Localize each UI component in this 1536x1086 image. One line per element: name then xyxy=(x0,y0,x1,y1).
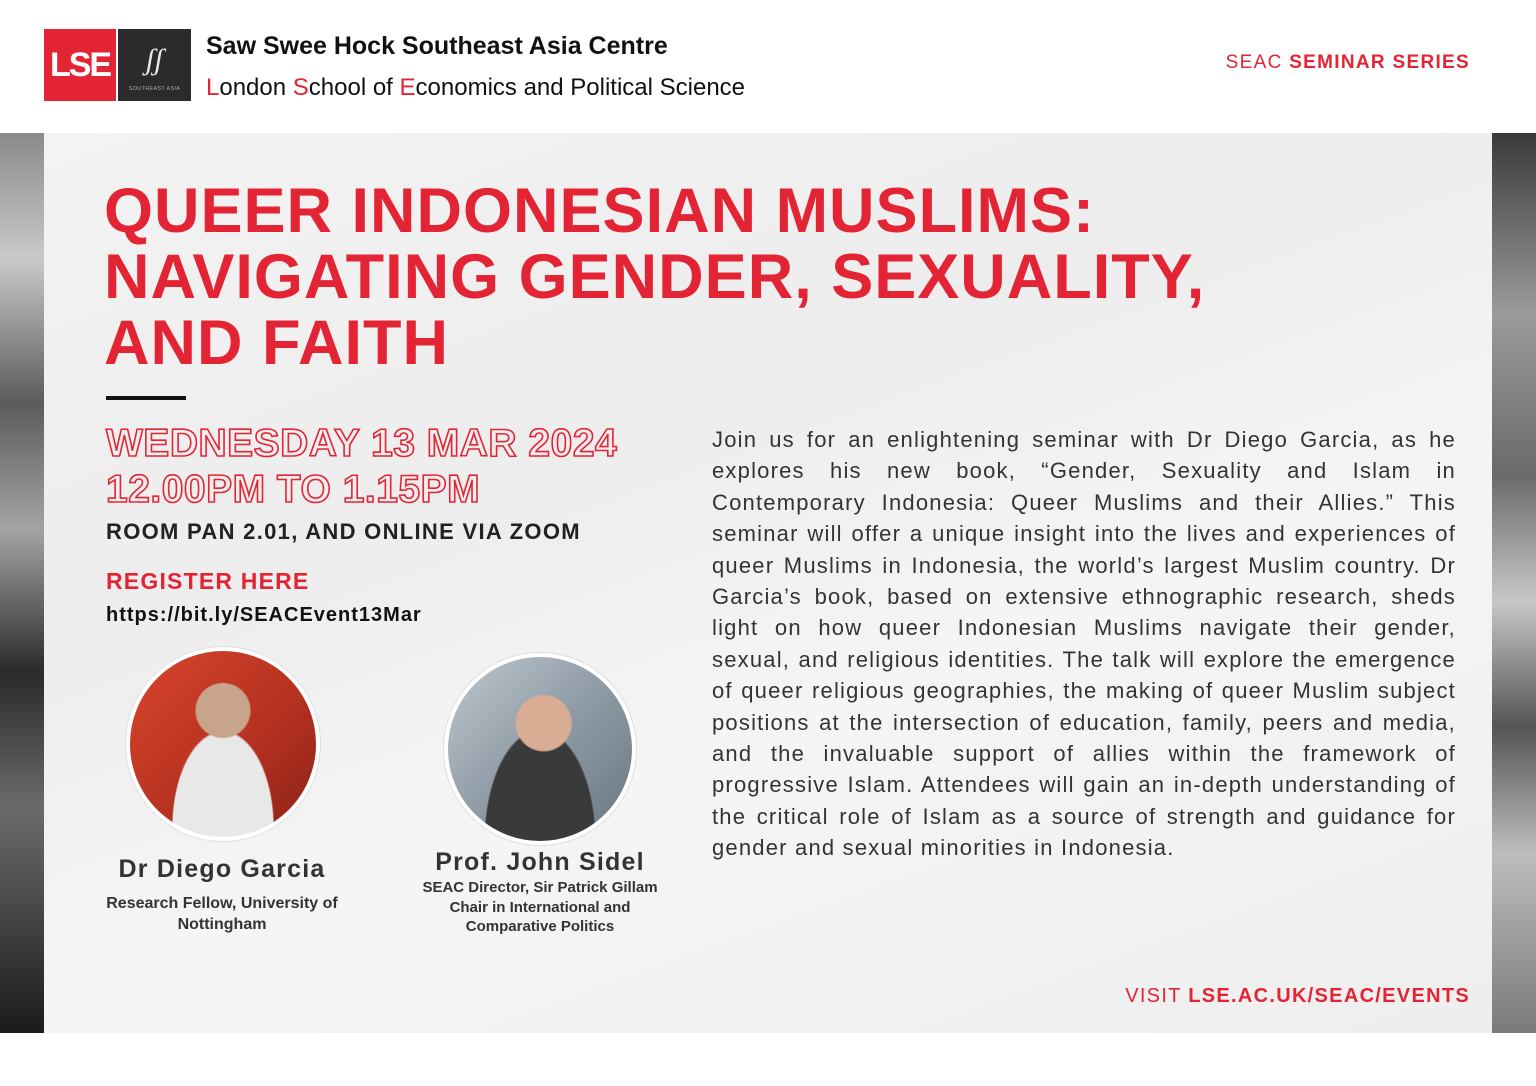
school-name-part: chool of xyxy=(308,74,400,101)
series-prefix: SEAC xyxy=(1225,52,1283,73)
event-description: Join us for an enlightening seminar with Dr Diego Garcia, as he explores his new book, “Gender, Sexuality and Islam in Contemporary Indonesia: Queer Muslims and their Allies.” This seminar will offer a unique insight into the lives and experiences of queer Muslims in Indonesia, the world’s largest Muslim country. Dr Garcia’s book, based on extensive ethnographic research, sheds light on how queer Indonesian Muslims navigate their gender, sexual, and religious identities. The talk will explore the emergence of queer religious geographies, the making of queer Muslim subject positions at the intersection of education, family, peers and media, and the invaluable support of allies within the framework of progressive Islam. Attendees will gain an in-depth understanding of the critical role of Islam as a source of strength and guidance for gender and sexual minorities in Indonesia. xyxy=(712,427,1456,861)
speaker-photo-john-sidel xyxy=(444,653,636,845)
background-texture-left xyxy=(0,133,44,1033)
school-name-part: ondon xyxy=(219,74,293,101)
seminar-series-label xyxy=(1226,52,1470,74)
visit-url: LSE.AC.UK/SEAC/EVENTS xyxy=(1188,985,1470,1007)
footer-strip xyxy=(0,1033,1536,1086)
divider xyxy=(106,396,186,400)
event-title-line: NAVIGATING GENDER, SEXUALITY, xyxy=(104,242,1206,312)
speaker-name: Dr Diego Garcia xyxy=(118,855,326,883)
speaker-role: SEAC Director, Sir Patrick Gillam Chair in International and Comparative Politics xyxy=(422,879,658,935)
background-texture-right xyxy=(1492,133,1536,1033)
header xyxy=(0,0,1536,133)
event-datetime xyxy=(106,421,617,513)
event-title-line: AND FAITH xyxy=(104,308,449,378)
register-link[interactable]: https://bit.ly/SEACEvent13Mar xyxy=(106,604,422,626)
visit-prefix: VISIT xyxy=(1125,985,1182,1007)
series-name: SEMINAR SERIES xyxy=(1289,52,1470,73)
register-label: REGISTER HERE xyxy=(106,568,310,594)
lse-logo[interactable]: LSE xyxy=(44,29,116,101)
speaker-role: Research Fellow, University of Nottingham xyxy=(106,895,338,933)
event-title-line: QUEER INDONESIAN MUSLIMS: xyxy=(104,176,1096,246)
southeast-asia-centre-logo[interactable] xyxy=(118,29,191,101)
school-name-part: S xyxy=(292,74,309,101)
event-date: WEDNESDAY 13 MAR 2024 xyxy=(106,422,618,465)
logo-caption: SOUTHEAST ASIA xyxy=(128,86,181,92)
school-name-part: conomics and Political Science xyxy=(415,74,746,101)
event-time: 12.00PM TO 1.15PM xyxy=(106,468,481,511)
visit-link[interactable] xyxy=(1125,985,1470,1008)
event-location: ROOM PAN 2.01, AND ONLINE VIA ZOOM xyxy=(106,519,581,544)
school-name xyxy=(206,74,745,102)
school-name-part: E xyxy=(399,74,416,101)
event-title xyxy=(104,178,1404,376)
speaker-name: Prof. John Sidel xyxy=(435,848,645,876)
centre-mark-icon: ʃʃ xyxy=(145,43,164,76)
speaker-photo-diego-garcia xyxy=(126,647,320,841)
centre-name: Saw Swee Hock Southeast Asia Centre xyxy=(206,32,668,60)
school-name-part: L xyxy=(206,74,220,101)
